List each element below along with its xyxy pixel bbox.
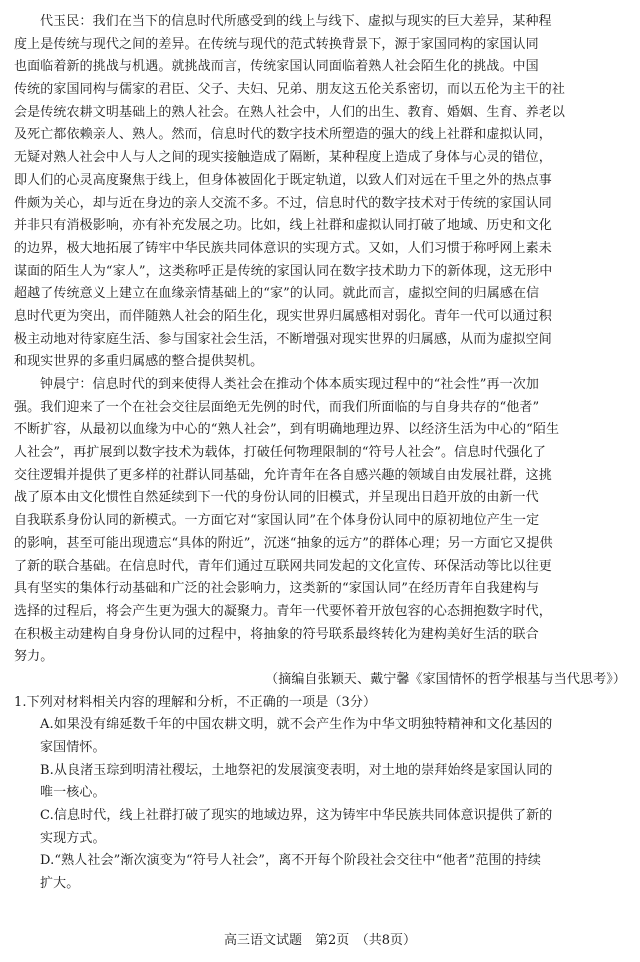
- article-line: 选择的过程后，将会产生更为强大的凝聚力。青年一代要怀着开放包容的心态拥抱数字时代，: [14, 603, 552, 619]
- option-c: C.信息时代，线上社群打破了现实的地域边界，这为铸牢中华民族共同体意识提供了新的: [40, 808, 553, 824]
- article-line: 代玉民：我们在当下的信息时代所感受到的线上与线下、虚拟与现实的巨大差异，某种程: [40, 14, 552, 29]
- article-line: 自我联系身份认同的新模式。一方面它对“家国认同”在个体身份认同中的原初地位产生一定: [14, 513, 540, 529]
- article-line: 的边界，极大地拓展了铸牢中华民族共同体意识的实现方式。又如，人们习惯于称呼网上素未: [14, 240, 552, 256]
- article-line: 传统的家国同构与儒家的君臣、父子、夫妇、兄弟、朋友这五伦关系密切，而以五伦为主干的社: [14, 82, 566, 98]
- question-stem: 1.下列对材料相关内容的理解和分析，不正确的一项是（3分）: [14, 694, 377, 710]
- article-line: 具有坚实的集体行动基础和广泛的社会影响力，这类新的“家国认同”在经历青年自我建构与: [14, 581, 540, 597]
- article-line: 超越了传统意义上建立在血缘亲情基础上的“家”的认同。就此而言，虚拟空间的归属感在信: [14, 286, 540, 302]
- page-text: [0, 11, 640, 896]
- article-line: 度上是传统与现代之间的差异。在传统与现代的范式转换背景下，源于家国同构的家国认同: [14, 36, 539, 52]
- article-line: 和现实世界的多重归属感的整合提供契机。: [14, 354, 264, 370]
- article-line: 也面临着新的挑战与机遇。就挑战而言，传统家国认同面临着熟人社会陌生化的挑战。中国: [14, 59, 539, 75]
- article-line: 在积极主动建构自身身份认同的过程中，将抽象的符号联系最终转化为建构美好生活的联合: [14, 626, 539, 642]
- article-line: 息时代更为突出，而伴随熟人社会的陌生化，现实世界归属感相对弱化。青年一代可以通过积: [14, 308, 552, 324]
- article-line: 极主动地对待家庭生活、参与国家社会生活，不断增强对现实世界的归属感，从而为虚拟空间: [14, 331, 552, 347]
- option-d-continued: 扩大。: [40, 876, 80, 892]
- option-b-continued: 唯一核心。: [40, 785, 106, 801]
- article-line: 无疑对熟人社会中人与人之间的现实接触造成了隔断，某种程度上造成了身体与心灵的错位，: [14, 150, 552, 166]
- source-citation: （摘编自张颖天、戴宁馨《家国情怀的哲学根基与当代思考》）: [265, 671, 626, 687]
- article-line: 并非只有消极影响，亦有补充发展之功。比如，线上社群和虚拟认同打破了地域、历史和文化: [14, 218, 552, 234]
- article-line: 努力。: [14, 649, 54, 665]
- option-c-continued: 实现方式。: [40, 830, 106, 846]
- article-line: 的影响，甚至可能出现遗忘“具体的附近”，沉迷“抽象的远方”的群体心理；另一方面它又提供: [14, 535, 553, 551]
- option-a-continued: 家国情怀。: [40, 740, 106, 755]
- article-line: 即人们的心灵高度聚焦于线上，但身体被固化于既定轨道，以致人们对远在千里之外的热点事: [14, 172, 552, 188]
- page-footer: 高三语文试题 第2页 （共8页）: [223, 933, 417, 948]
- article-line: 强。我们迎来了一个在社会交往层面绝无先例的时代，而我们所面临的与自身共存的“他者”: [14, 399, 540, 415]
- article-line: 不断扩容，从最初以血缘为中心的“熟人社会”，到有明确地理边界、以经济生活为中心的“陌生: [14, 422, 560, 438]
- article-line: 及死亡都依赖亲人、熟人。然而，信息时代的数字技术所塑造的强大的线上社群和虚拟认同，: [14, 127, 552, 143]
- option-a: A.如果没有绵延数千年的中国农耕文明，就不会产生作为中华文明独特精神和文化基因的: [40, 717, 553, 733]
- article-line: 交往逻辑并提供了更多样的社群认同基础，允许青年在各自感兴趣的领域自由发展社群，这挑: [14, 467, 552, 483]
- article-line: 件颇为关心，却与近在身边的亲人交流不多。不过，信息时代的数字技术对于传统的家国认同: [14, 195, 552, 211]
- article-line: 钟晨宁：信息时代的到来使得人类社会在推动个体本质实现过程中的“社会性”再一次加: [40, 377, 539, 392]
- option-b: B.从良渚玉琮到明清社稷坛，土地祭祀的发展演变表明，对土地的崇拜始终是家国认同的: [40, 762, 553, 778]
- article-line: 战了原本由文化惯性自然延续到下一代的身份认同的旧模式，并呈现出日趋开放的由新一代: [14, 490, 539, 506]
- article-line: 人社会”，再扩展到以数字技术为载体，打破任何物理限制的“符号人社会”。信息时代强化了: [14, 445, 546, 461]
- article-line: 了新的联合基础。在信息时代，青年们通过互联网共同发起的文化宣传、环保活动等比以往更: [14, 558, 552, 574]
- article-line: 会是传统农耕文明基础上的熟人社会。在熟人社会中，人们的出生、教育、婚姻、生育、养老以: [14, 104, 566, 120]
- article-line: 谋面的陌生人为“家人”，这类称呼正是传统的家国认同在数字技术助力下的新体现，这无形中: [14, 263, 553, 279]
- option-d: D.“熟人社会”渐次演变为“符号人社会”，离不开每个阶段社会交往中“他者”范围的持续: [40, 853, 542, 869]
